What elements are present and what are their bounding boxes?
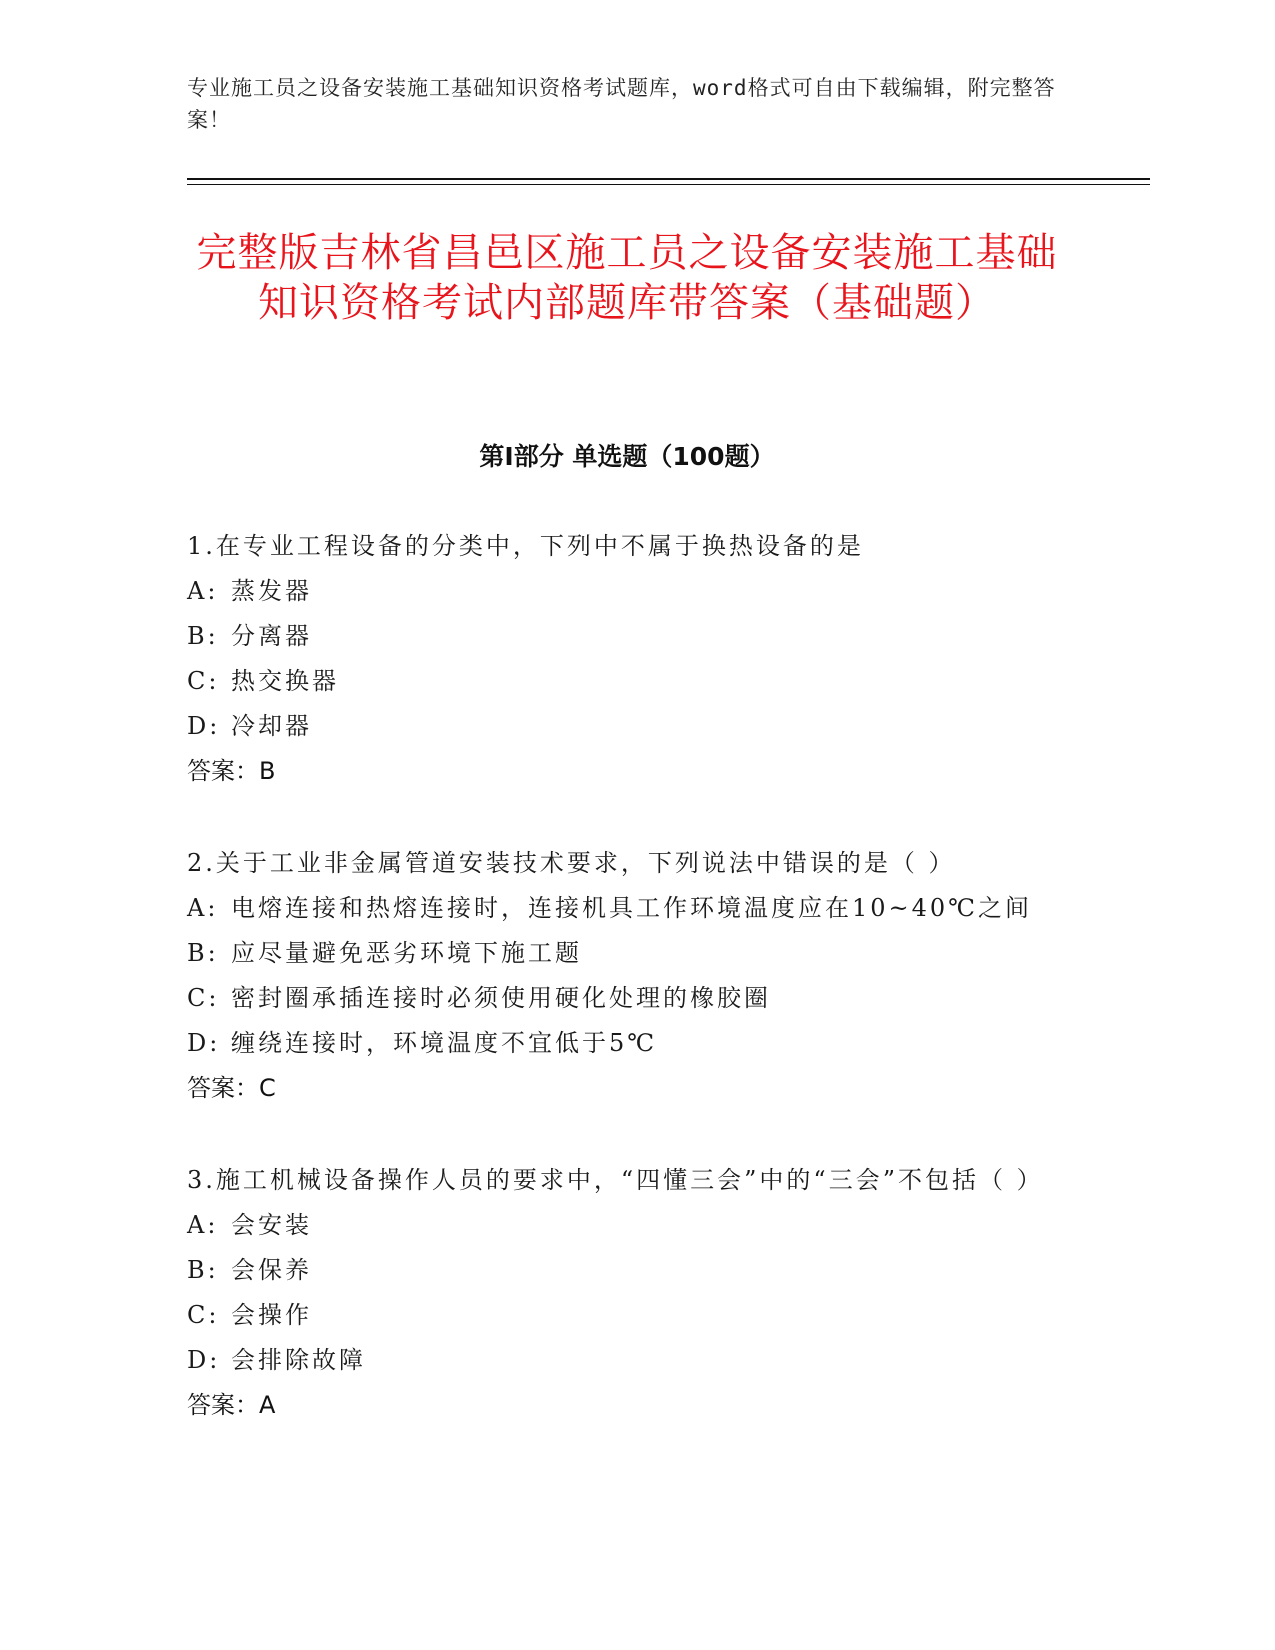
section-heading: 第Ⅰ部分 单选题（100题）: [479, 442, 775, 471]
option-text: 会安装: [231, 1211, 312, 1239]
option-text: 电熔连接和热熔连接时，连接机具工作环境温度应在10~40℃之间: [231, 894, 1033, 922]
option-a: [187, 1203, 1067, 1248]
option-text: 密封圈承插连接时必须使用硬化处理的橡胶圈: [231, 984, 771, 1012]
option-c: [187, 976, 1067, 1021]
option-text: 会操作: [231, 1301, 312, 1329]
option-letter: A:: [187, 1211, 219, 1239]
option-text: 蒸发器: [231, 577, 312, 605]
option-text: 会保养: [231, 1256, 312, 1284]
option-text: 热交换器: [231, 667, 339, 695]
option-letter: C:: [187, 984, 220, 1012]
option-letter: D:: [187, 1346, 221, 1374]
option-letter: B:: [187, 622, 219, 650]
answer-line: 答案：A: [187, 1391, 276, 1419]
option-a: [187, 886, 1067, 931]
option-c: [187, 1293, 1067, 1338]
option-text: 会排除故障: [231, 1346, 366, 1374]
option-letter: B:: [187, 939, 219, 967]
option-a: [187, 569, 1067, 614]
question-stem: 2.关于工业非金属管道安装技术要求，下列说法中错误的是（ ）: [187, 849, 956, 877]
header-note: 专业施工员之设备安装施工基础知识资格考试题库，word格式可自由下载编辑，附完整答案！: [187, 76, 1056, 132]
question-1: [187, 524, 1067, 794]
option-b: [187, 1248, 1067, 1293]
option-b: [187, 931, 1067, 976]
option-b: [187, 614, 1067, 659]
option-d: [187, 1021, 1067, 1066]
document-title: 完整版吉林省昌邑区施工员之设备安装施工基础知识资格考试内部题库带答案（基础题）: [196, 230, 1058, 326]
option-text: 分离器: [231, 622, 312, 650]
question-stem: 3.施工机械设备操作人员的要求中，“四懂三会”中的“三会”不包括（ ）: [187, 1166, 1044, 1194]
option-letter: C:: [187, 1301, 220, 1329]
option-letter: D:: [187, 1029, 221, 1057]
question-stem: 1.在专业工程设备的分类中，下列中不属于换热设备的是: [187, 532, 864, 560]
option-letter: B:: [187, 1256, 219, 1284]
option-text: 缠绕连接时，环境温度不宜低于5℃: [231, 1029, 658, 1057]
question-3: [187, 1158, 1067, 1428]
option-letter: D:: [187, 712, 221, 740]
option-letter: A:: [187, 894, 219, 922]
option-d: [187, 704, 1067, 749]
header-divider-thin: [187, 184, 1150, 185]
option-d: [187, 1338, 1067, 1383]
option-text: 冷却器: [231, 712, 312, 740]
header-divider-thick: [187, 178, 1150, 180]
option-letter: A:: [187, 577, 219, 605]
question-2: [187, 841, 1067, 1111]
option-c: [187, 659, 1067, 704]
option-letter: C:: [187, 667, 220, 695]
answer-line: 答案：B: [187, 757, 276, 785]
option-text: 应尽量避免恶劣环境下施工题: [231, 939, 582, 967]
answer-line: 答案：C: [187, 1074, 276, 1102]
